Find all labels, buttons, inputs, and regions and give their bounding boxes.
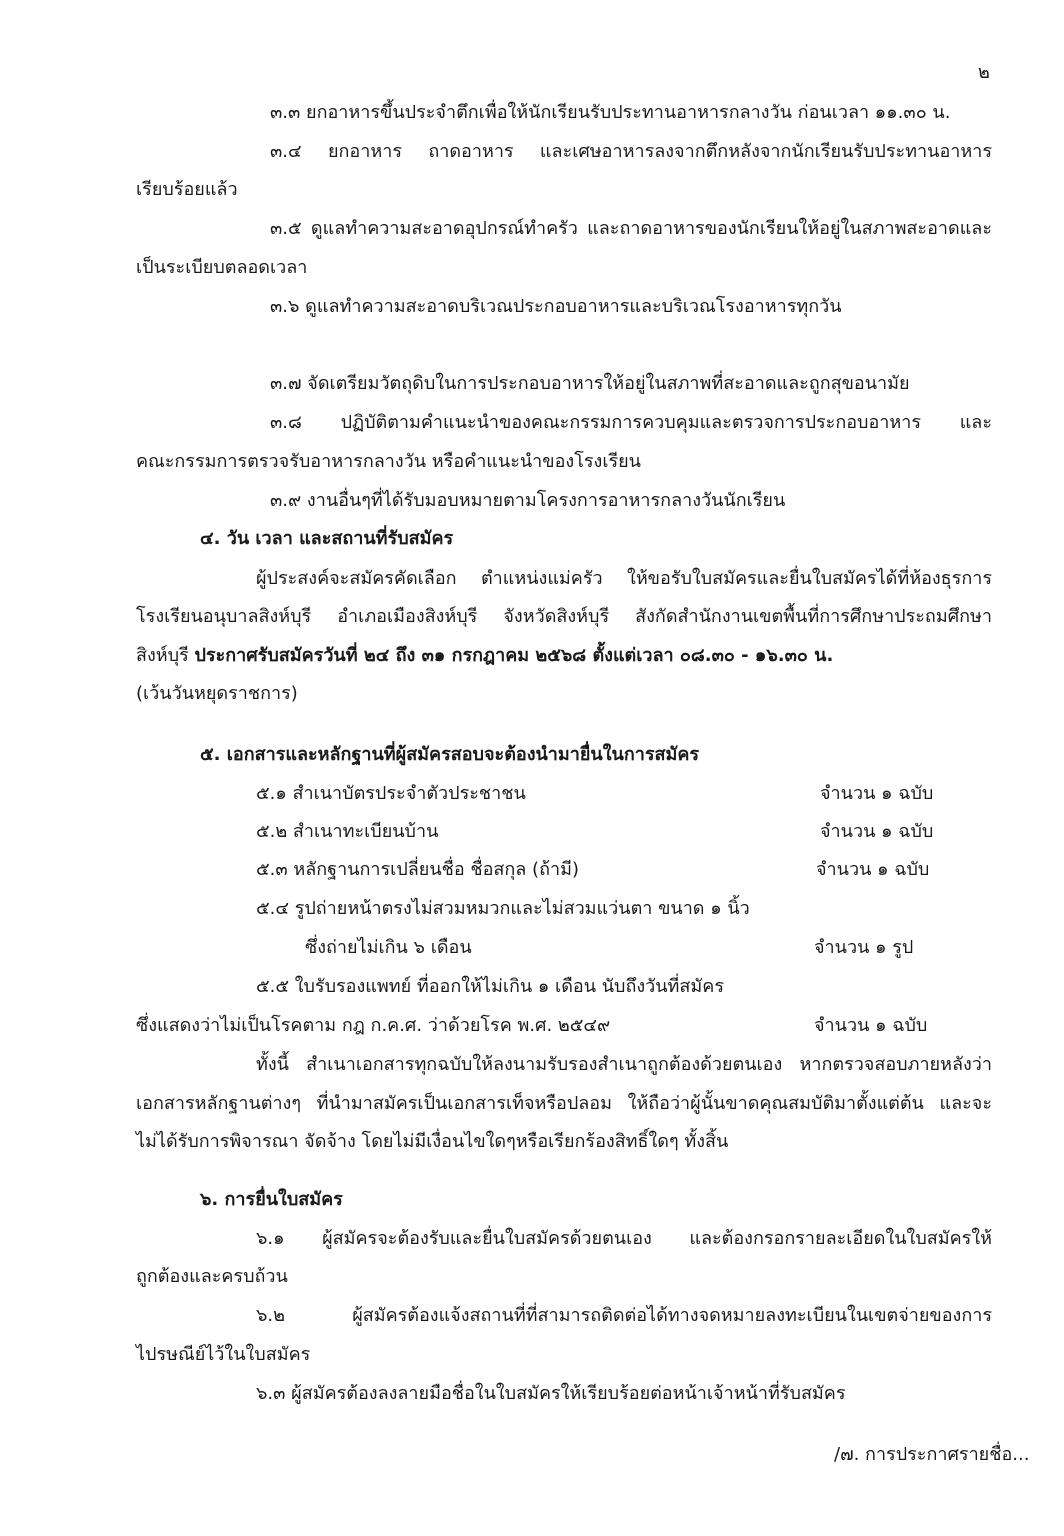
application-period: ประกาศรับสมัครวันที่ ๒๔ ถึง ๓๑ กรกฎาคม ๒๕๖๘ ตั้งแต่เวลา ๐๘.๓๐ - ๑๖.๓๐ น.: [194, 645, 834, 666]
section-5-note-line2: เอกสารหลักฐานต่างๆ ที่นำมาสมัครเป็นเอกสารเท็จหรือปลอม ให้ถือว่าผู้นั้นขาดคุณสมบัติมาตั้งแต่ต้น และจะ: [136, 1093, 992, 1114]
item-5-5-line1: ๕.๕ ใบรับรองแพทย์ ที่ออกให้ไม่เกิน ๑ เดือน นับถึงวันที่สมัคร: [256, 976, 724, 997]
item-5-5-line2: ซึ่งแสดงว่าไม่เป็นโรคตาม กฎ ก.ค.ศ. ว่าด้วยโรค พ.ศ. ๒๕๔๙: [136, 1015, 611, 1036]
section-6-heading: ๖. การยื่นใบสมัคร: [200, 1189, 343, 1210]
section-4-heading: ๔. วัน เวลา และสถานที่รับสมัคร: [200, 528, 454, 549]
item-6-2-line2: ไปรษณีย์ไว้ในใบสมัคร: [136, 1344, 311, 1365]
item-5-2-quantity: จำนวน ๑ ฉบับ: [820, 821, 934, 842]
item-3-5-line1: ๓.๕ ดูแลทำความสะอาดอุปกรณ์ทำครัว และถาดอาหารของนักเรียนให้อยู่ในสภาพสะอาดและ: [270, 218, 992, 239]
item-3-5-line2: เป็นระเบียบตลอดเวลา: [136, 257, 308, 278]
item-6-1-line2: ถูกต้องและครบถ้วน: [136, 1266, 288, 1287]
page-number: ๒: [978, 62, 990, 83]
section-4-para-line3: [136, 643, 833, 669]
section-5-note-line1: ทั้งนี้ สำเนาเอกสารทุกฉบับให้ลงนามรับรองสำเนาถูกต้องด้วยตนเอง หากตรวจสอบภายหลังว่า: [256, 1054, 992, 1075]
item-3-3: ๓.๓ ยกอาหารขึ้นประจำตึกเพื่อให้นักเรียนรับประทานอาหารกลางวัน ก่อนเวลา ๑๑.๓๐ น.: [270, 102, 951, 123]
item-3-8-line2: คณะกรรมการตรวจรับอาหารกลางวัน หรือคำแนะนำของโรงเรียน: [136, 451, 641, 472]
item-3-4-line1: ๓.๔ ยกอาหาร ถาดอาหาร และเศษอาหารลงจากตึกหลังจากนักเรียนรับประทานอาหาร: [270, 141, 992, 162]
item-3-7: ๓.๗ จัดเตรียมวัตถุดิบในการประกอบอาหารให้อยู่ในสภาพที่สะอาดและถูกสุขอนามัย: [270, 373, 910, 394]
item-6-1-line1: ๖.๑ ผู้สมัครจะต้องรับและยื่นใบสมัครด้วยตนเอง และต้องกรอกรายละเอียดในใบสมัครให้: [256, 1228, 992, 1249]
section-5-note-line3: ไม่ได้รับการพิจารณา จัดจ้าง โดยไม่มีเงื่อนไขใดๆหรือเรียกร้องสิทธิ์ใดๆ ทั้งสิ้น: [136, 1131, 729, 1152]
section-5-heading: ๕. เอกสารและหลักฐานที่ผู้สมัครสอบจะต้องนำมายื่นในการสมัคร: [200, 744, 700, 765]
section-4-para-line1: ผู้ประสงค์จะสมัครคัดเลือก ตำแหน่งแม่ครัว ให้ขอรับใบสมัครและยื่นใบสมัครได้ที่ห้องธุรการ: [256, 568, 992, 589]
item-6-3: ๖.๓ ผู้สมัครต้องลงลายมือชื่อในใบสมัครให้เรียบร้อยต่อหน้าเจ้าหน้าที่รับสมัคร: [256, 1383, 846, 1404]
item-5-2: ๕.๒ สำเนาทะเบียนบ้าน: [256, 821, 439, 842]
item-6-2-line1: ๖.๒ ผู้สมัครต้องแจ้งสถานที่ที่สามารถติดต่อได้ทางจดหมายลงทะเบียนในเขตจ่ายของการ: [256, 1305, 992, 1326]
item-5-5-quantity: จำนวน ๑ ฉบับ: [814, 1015, 928, 1036]
continuation-note: /๗. การประกาศรายชื่อ...: [834, 1444, 1030, 1465]
item-5-4-line2: ซึ่งถ่ายไม่เกิน ๖ เดือน: [305, 937, 472, 958]
item-3-6: ๓.๖ ดูแลทำความสะอาดบริเวณประกอบอาหารและบริเวณโรงอาหารทุกวัน: [270, 296, 842, 317]
item-3-4-line2: เรียบร้อยแล้ว: [136, 179, 238, 200]
section-4-para-line3-plain: สิงห์บุรี: [136, 645, 195, 666]
section-4-para-line4: (เว้นวันหยุดราชการ): [136, 683, 298, 704]
item-5-4-line1: ๕.๔ รูปถ่ายหน้าตรงไม่สวมหมวกและไม่สวมแว่นตา ขนาด ๑ นิ้ว: [256, 898, 750, 919]
item-5-3: ๕.๓ หลักฐานการเปลี่ยนชื่อ ชื่อสกุล (ถ้ามี): [256, 859, 579, 880]
section-4-para-line2: โรงเรียนอนุบาลสิงห์บุรี อำเภอเมืองสิงห์บุรี จังหวัดสิงห์บุรี สังกัดสำนักงานเขตพื้นที่การศึกษาประถมศึกษา: [136, 606, 992, 627]
item-5-4-quantity: จำนวน ๑ รูป: [814, 937, 914, 958]
item-5-1: ๕.๑ สำเนาบัตรประจำตัวประชาชน: [256, 783, 526, 804]
item-3-9: ๓.๙ งานอื่นๆที่ได้รับมอบหมายตามโครงการอาหารกลางวันนักเรียน: [270, 490, 786, 511]
item-5-1-quantity: จำนวน ๑ ฉบับ: [820, 783, 934, 804]
item-5-3-quantity: จำนวน ๑ ฉบับ: [816, 859, 930, 880]
item-3-8-line1: ๓.๘ ปฏิบัติตามคำแนะนำของคณะกรรมการควบคุมและตรวจการประกอบอาหาร และ: [270, 412, 992, 433]
